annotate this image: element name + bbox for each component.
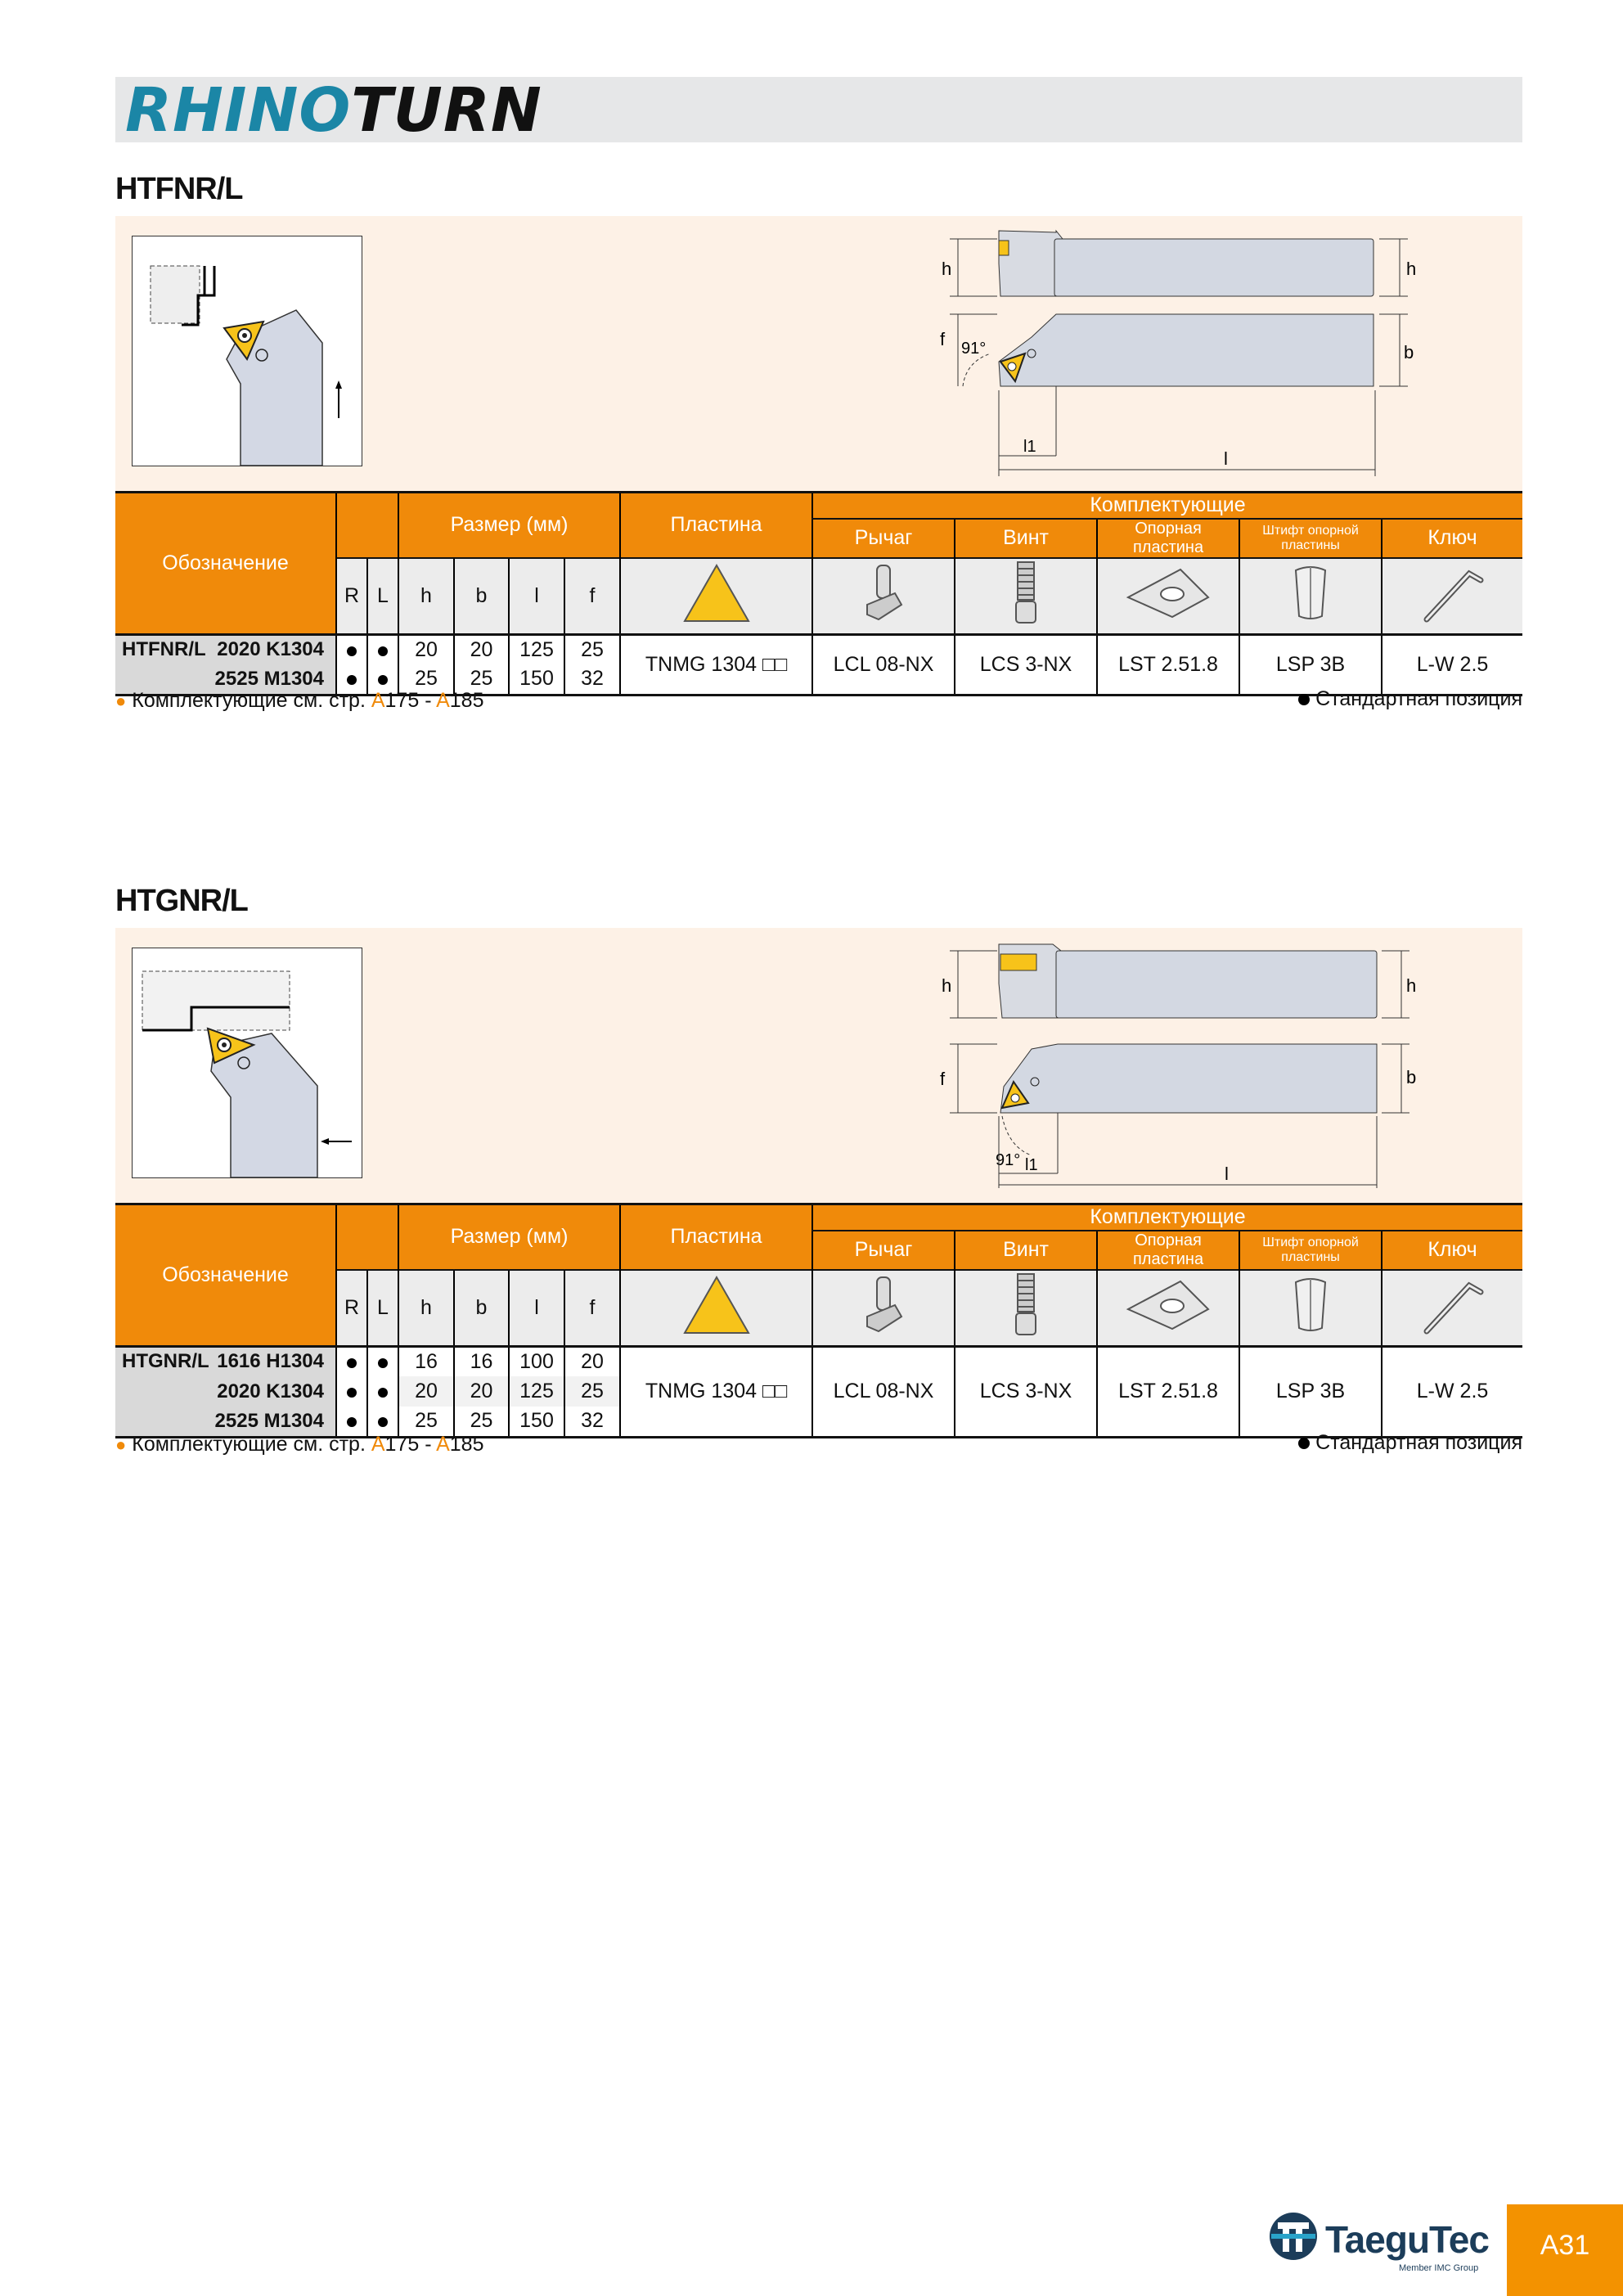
cell-h: 25 [398,1407,454,1437]
shim-pin-header: Штифт опорной пластины [1239,519,1382,558]
L-mark [367,1346,398,1376]
illustration-band [115,928,1522,1203]
col-L: L [367,1270,398,1347]
standard-position-legend: Стандартная позиция [1298,687,1522,711]
dim-h-right: h [1406,259,1417,279]
key-code: L-W 2.5 [1382,634,1522,695]
col-b: b [454,1270,509,1347]
screw-icon [955,558,1097,635]
cell-b: 20 [454,1376,509,1407]
dim-l1: l1 [1023,438,1036,456]
brand-sub: Member IMC Group [1399,2263,1479,2273]
section-title: HTGNR/L [115,884,248,918]
dim-h-right: h [1406,975,1417,996]
cell-h: 25 [398,664,454,695]
key-icon [1382,1270,1522,1347]
tool-dimension-drawing [933,934,1506,1196]
shim-pin-header: Штифт опорной пластины [1239,1231,1382,1270]
shim-pin-icon [1239,1270,1382,1347]
section-title: HTFNR/L [115,172,243,206]
cell-h: 16 [398,1346,454,1376]
col-l: l [509,1270,564,1347]
shim-code: LST 2.51.8 [1097,1346,1239,1437]
cell-b: 16 [454,1346,509,1376]
shim-header: Опорная пластина [1097,1231,1239,1270]
dim-b: b [1404,342,1414,362]
lever-code: LCL 08-NX [812,1346,955,1437]
table-row-designation: 2020 K1304 [115,1376,336,1407]
designation-header: Обозначение [115,493,336,635]
col-l: l [509,558,564,635]
key-code: L-W 2.5 [1382,1346,1522,1437]
lever-header: Рычаг [812,519,955,558]
rhinoturn-logo: RHINOTURN [125,75,542,146]
taegutec-emblem-icon [1268,2211,1319,2262]
page-number: A31 [1507,2204,1623,2296]
cell-f: 25 [564,634,620,664]
cell-l: 100 [509,1346,564,1376]
shim-header: Опорная пластина [1097,519,1239,558]
dim-h-left: h [942,975,952,996]
screw-icon [955,1270,1097,1347]
brand-name: TaeguTec [1325,2218,1489,2261]
cell-b: 20 [454,634,509,664]
shim-icon [1097,558,1239,635]
shim-pin-code: LSP 3B [1239,634,1382,695]
insert-shape-icon [620,1270,812,1347]
insert-code: TNMG 1304 □□ [620,1346,812,1437]
screw-header: Винт [955,519,1097,558]
cell-l: 150 [509,664,564,695]
key-header: Ключ [1382,1231,1522,1270]
taegutec-logo [1268,2211,1489,2273]
cell-b: 25 [454,664,509,695]
col-b: b [454,558,509,635]
lever-header: Рычаг [812,1231,955,1270]
accessories-footnote: ● Комплектующие см. стр. A175 - A185 [115,1433,484,1456]
dim-f: f [940,1069,946,1089]
accessories-header: Комплектующие [812,1204,1522,1231]
col-f: f [564,558,620,635]
col-R: R [336,558,367,635]
cell-l: 150 [509,1407,564,1437]
illustration-band [115,216,1522,491]
col-L: L [367,558,398,635]
accessories-footnote: ● Комплектующие см. стр. A175 - A185 [115,689,484,712]
table-row-designation: HTGNR/L 1616 H1304 [115,1346,336,1376]
screw-header: Винт [955,1231,1097,1270]
insert-header: Пластина [620,1204,812,1270]
spec-table [115,491,1522,696]
designation-header: Обозначение [115,1204,336,1347]
application-diagram [132,948,362,1178]
screw-code: LCS 3-NX [955,634,1097,695]
shim-pin-icon [1239,558,1382,635]
cell-b: 25 [454,1407,509,1437]
table-row-designation: HTFNR/L 2020 K1304 [115,634,336,664]
cell-l: 125 [509,634,564,664]
col-f: f [564,1270,620,1347]
insert-header: Пластина [620,493,812,558]
shim-icon [1097,1270,1239,1347]
accessories-header: Комплектующие [812,493,1522,519]
header-band [115,75,1522,146]
tool-dimension-drawing [933,223,1506,484]
cell-f: 20 [564,1346,620,1376]
cell-h: 20 [398,634,454,664]
key-header: Ключ [1382,519,1522,558]
L-mark [367,634,398,664]
dim-l: l [1224,448,1228,469]
col-h: h [398,1270,454,1347]
table-row-designation: 2525 M1304 [115,664,336,695]
R-mark [336,1376,367,1407]
col-h: h [398,558,454,635]
size-header: Размер (мм) [398,1204,620,1270]
col-R: R [336,1270,367,1347]
standard-position-legend: Стандартная позиция [1298,1431,1522,1455]
cell-f: 32 [564,1407,620,1437]
shim-pin-code: LSP 3B [1239,1346,1382,1437]
insert-shape-icon [620,558,812,635]
lever-code: LCL 08-NX [812,634,955,695]
size-header: Размер (мм) [398,493,620,558]
dim-b: b [1406,1067,1417,1087]
L-mark [367,1376,398,1407]
application-diagram [132,236,362,466]
insert-code: TNMG 1304 □□ [620,634,812,695]
spec-table [115,1203,1522,1438]
lever-icon [812,1270,955,1347]
dim-l: l [1225,1164,1229,1184]
dim-f: f [940,329,946,349]
dim-angle: 91° [961,340,987,358]
lever-icon [812,558,955,635]
shim-code: LST 2.51.8 [1097,634,1239,695]
dim-h-left: h [942,259,952,279]
dim-angle: 91° [996,1151,1021,1169]
R-mark [336,1346,367,1376]
R-mark [336,634,367,664]
table-row-designation: 2525 M1304 [115,1407,336,1437]
cell-f: 25 [564,1376,620,1407]
dim-l1: l1 [1025,1156,1038,1174]
key-icon [1382,558,1522,635]
cell-h: 20 [398,1376,454,1407]
cell-f: 32 [564,664,620,695]
cell-l: 125 [509,1376,564,1407]
screw-code: LCS 3-NX [955,1346,1097,1437]
